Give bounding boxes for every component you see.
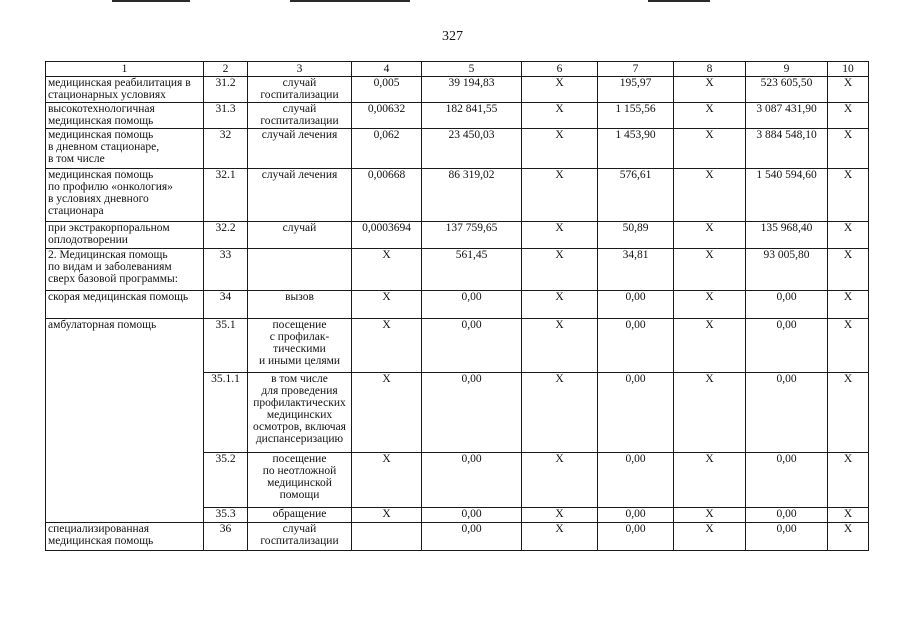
value-cell: X (352, 373, 422, 453)
column-header: 3 (248, 62, 352, 77)
care-type-cell: высокотехнологичная медицинская помощь (46, 103, 204, 129)
value-cell: 0,00 (422, 453, 522, 508)
value-cell: X (674, 129, 746, 169)
unit-cell: случай госпитализации (248, 523, 352, 551)
column-header: 6 (522, 62, 598, 77)
value-cell: X (522, 103, 598, 129)
line-number-cell: 36 (204, 523, 248, 551)
line-number-cell: 35.1 (204, 319, 248, 373)
value-cell: 23 450,03 (422, 129, 522, 169)
value-cell: X (674, 103, 746, 129)
column-header: 5 (422, 62, 522, 77)
value-cell: 0,00 (598, 373, 674, 453)
value-cell: 1 540 594,60 (746, 169, 828, 222)
value-cell: X (522, 169, 598, 222)
value-cell: X (522, 249, 598, 291)
value-cell: X (522, 453, 598, 508)
value-cell: X (522, 523, 598, 551)
value-cell: X (522, 222, 598, 249)
value-cell: X (674, 249, 746, 291)
value-cell: 1 453,90 (598, 129, 674, 169)
value-cell: X (828, 453, 869, 508)
value-cell: 182 841,55 (422, 103, 522, 129)
value-cell: X (522, 129, 598, 169)
scan-edge-line-left (112, 0, 190, 2)
value-cell: 0,00668 (352, 169, 422, 222)
unit-cell: посещение с профилак- тическими и иными целями (248, 319, 352, 373)
value-cell (352, 523, 422, 551)
value-cell: X (674, 373, 746, 453)
value-cell: 0,00 (422, 373, 522, 453)
value-cell: 0,00 (422, 319, 522, 373)
value-cell: 0,00 (598, 319, 674, 373)
value-cell: 0,00 (746, 453, 828, 508)
value-cell: 0,00 (422, 508, 522, 523)
value-cell: X (522, 319, 598, 373)
value-cell: 0,00632 (352, 103, 422, 129)
data-table (45, 61, 869, 551)
care-type-cell: при экстракорпоральном оплодотворении (46, 222, 204, 249)
column-header: 8 (674, 62, 746, 77)
value-cell: X (352, 319, 422, 373)
line-number-cell: 34 (204, 291, 248, 319)
scan-edge-line-middle (290, 0, 410, 2)
table-row (46, 249, 869, 291)
value-cell: 0,062 (352, 129, 422, 169)
line-number-cell: 35.1.1 (204, 373, 248, 453)
value-cell: X (522, 373, 598, 453)
value-cell: X (522, 77, 598, 103)
table-header-row (46, 62, 869, 77)
unit-cell: случай лечения (248, 169, 352, 222)
line-number-cell: 32 (204, 129, 248, 169)
unit-cell (248, 249, 352, 291)
value-cell: X (674, 453, 746, 508)
value-cell: X (674, 523, 746, 551)
care-type-cell: специализированная медицинская помощь (46, 523, 204, 551)
value-cell: X (674, 169, 746, 222)
unit-cell: случай госпитализации (248, 77, 352, 103)
value-cell: X (522, 508, 598, 523)
unit-cell: обращение (248, 508, 352, 523)
value-cell: 3 884 548,10 (746, 129, 828, 169)
value-cell: 561,45 (422, 249, 522, 291)
column-header: 1 (46, 62, 204, 77)
table-row (46, 523, 869, 551)
line-number-cell: 35.3 (204, 508, 248, 523)
value-cell: X (828, 373, 869, 453)
value-cell: 93 005,80 (746, 249, 828, 291)
column-header: 4 (352, 62, 422, 77)
unit-cell: вызов (248, 291, 352, 319)
value-cell: 0,00 (746, 319, 828, 373)
value-cell: X (828, 77, 869, 103)
value-cell: X (674, 319, 746, 373)
unit-cell: в том числе для проведения профилактических медицинских осмотров, включая диспансеризацию (248, 373, 352, 453)
value-cell: 523 605,50 (746, 77, 828, 103)
value-cell: X (828, 103, 869, 129)
value-cell: 39 194,83 (422, 77, 522, 103)
table-row (46, 77, 869, 103)
value-cell: X (674, 291, 746, 319)
value-cell: X (674, 222, 746, 249)
value-cell: X (828, 249, 869, 291)
unit-cell: посещение по неотложной медицинской помощи (248, 453, 352, 508)
column-header: 7 (598, 62, 674, 77)
value-cell: 0,00 (422, 523, 522, 551)
value-cell: 0,00 (598, 291, 674, 319)
unit-cell: случай (248, 222, 352, 249)
table-row (46, 222, 869, 249)
care-type-cell: медицинская реабилитация в стационарных условиях (46, 77, 204, 103)
value-cell: 3 087 431,90 (746, 103, 828, 129)
scan-edge-line-right (648, 0, 710, 2)
value-cell: 0,00 (746, 523, 828, 551)
value-cell: 86 319,02 (422, 169, 522, 222)
value-cell: 195,97 (598, 77, 674, 103)
line-number-cell: 32.2 (204, 222, 248, 249)
table-row (46, 103, 869, 129)
line-number-cell: 32.1 (204, 169, 248, 222)
column-header: 10 (828, 62, 869, 77)
value-cell: 0,00 (746, 508, 828, 523)
care-type-cell: медицинская помощь в дневном стационаре, в том числе (46, 129, 204, 169)
line-number-cell: 31.2 (204, 77, 248, 103)
value-cell: X (828, 169, 869, 222)
value-cell: X (352, 453, 422, 508)
page-number: 327 (442, 29, 463, 44)
table-row (46, 129, 869, 169)
value-cell: 135 968,40 (746, 222, 828, 249)
unit-cell: случай лечения (248, 129, 352, 169)
line-number-cell: 33 (204, 249, 248, 291)
value-cell: 576,61 (598, 169, 674, 222)
value-cell: X (352, 291, 422, 319)
care-type-cell: медицинская помощь по профилю «онкология» в условиях дневного стационара (46, 169, 204, 222)
value-cell: 0,00 (598, 523, 674, 551)
value-cell: 0,00 (598, 453, 674, 508)
value-cell: 0,00 (746, 291, 828, 319)
value-cell: 34,81 (598, 249, 674, 291)
value-cell: 0,00 (422, 291, 522, 319)
value-cell: 50,89 (598, 222, 674, 249)
care-type-cell: 2. Медицинская помощь по видам и заболеваниям сверх базовой программы: (46, 249, 204, 291)
value-cell: 0,005 (352, 77, 422, 103)
value-cell: 0,00 (598, 508, 674, 523)
column-header: 2 (204, 62, 248, 77)
value-cell: X (828, 129, 869, 169)
value-cell: X (828, 523, 869, 551)
value-cell: X (352, 249, 422, 291)
value-cell: 0,00 (746, 373, 828, 453)
value-cell: X (674, 77, 746, 103)
value-cell: X (352, 508, 422, 523)
value-cell: 1 155,56 (598, 103, 674, 129)
care-type-cell: амбулаторная помощь (46, 319, 204, 523)
value-cell: X (828, 508, 869, 523)
value-cell: X (828, 319, 869, 373)
column-header: 9 (746, 62, 828, 77)
line-number-cell: 35.2 (204, 453, 248, 508)
value-cell: X (828, 222, 869, 249)
table-row (46, 169, 869, 222)
value-cell: 137 759,65 (422, 222, 522, 249)
care-type-cell: скорая медицинская помощь (46, 291, 204, 319)
value-cell: 0,0003694 (352, 222, 422, 249)
line-number-cell: 31.3 (204, 103, 248, 129)
value-cell: X (522, 291, 598, 319)
table-row (46, 319, 869, 373)
value-cell: X (828, 291, 869, 319)
table-row (46, 291, 869, 319)
unit-cell: случай госпитализации (248, 103, 352, 129)
value-cell: X (674, 508, 746, 523)
